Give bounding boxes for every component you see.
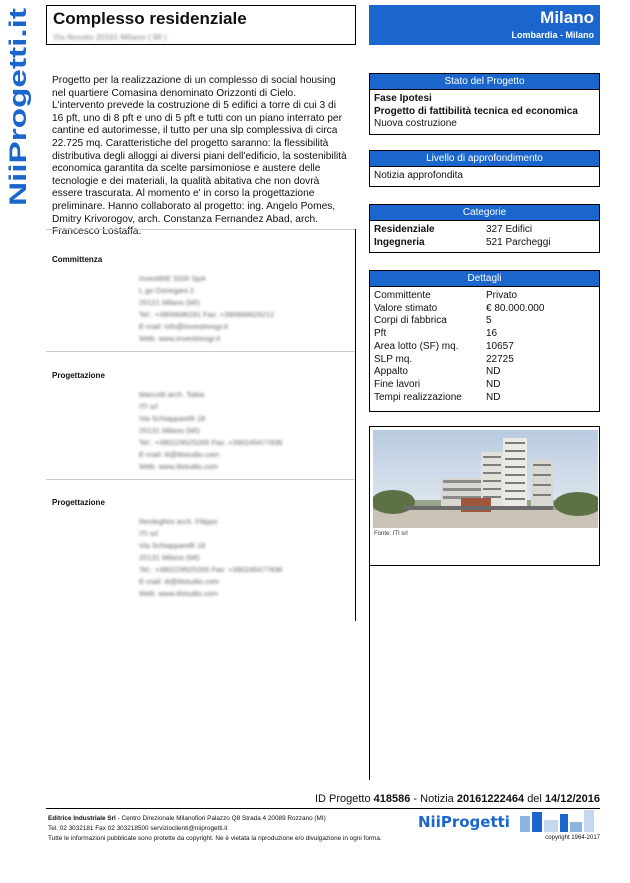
panel-body bbox=[370, 167, 599, 186]
detail-row bbox=[374, 328, 595, 341]
contact-line: L.go Donegani 2 bbox=[139, 286, 195, 295]
company-name: Editrice Industriale Srl bbox=[48, 815, 116, 822]
panel-heading: Dettagli bbox=[370, 271, 599, 287]
detail-row bbox=[374, 341, 595, 354]
project-description: Progetto per la realizzazione di un complesso di social housing nel quartiere Comasina denominato Orizzonti di Cielo. L'intervento prevede la costruzione di 5 edifici a torre di cui 3 di 16 pft, uno di 8 pft e uno di 5 pft e tutti con un piano interrato per cantine ed autorimesse, il tutto per una slp complessiva di circa 22.725 mq. Caratteristiche del progetto saranno: la flessibilità distributiva degli alloggi ai diversi piani dell'edificio, la sostenibilità economica garantita da scelte parsimoniose e austere delle tecnologie e dei materiali, la qualità abitativa che non dovrà essere trascurata. Al momento e' in corso la progettazione preliminare. Hanno collaborato al progetto: ing. Angelo Pomes, Dmitry Krivorogov, arch. Constanza Fernandez Abad, arch. Francesco Lostaffa. bbox=[52, 75, 347, 238]
section-divider bbox=[46, 479, 355, 480]
panel-body bbox=[370, 221, 599, 252]
footer-contacts: Tel. 02 3032181 Fax 02 303218500 servizioclienti@niiprogetti.it bbox=[48, 825, 228, 832]
project-id-line bbox=[315, 793, 600, 805]
detail-row bbox=[374, 290, 595, 303]
contact-line: Via Schiapparelli 18 bbox=[139, 414, 206, 423]
project-title-box bbox=[46, 5, 356, 45]
notizia-id: 20161222464 bbox=[456, 793, 525, 805]
category-name: Ingegneria bbox=[374, 236, 425, 248]
column-border bbox=[369, 566, 370, 780]
project-photo-box bbox=[369, 426, 600, 566]
contact-line: E-mail: info@investiresgr.it bbox=[139, 322, 228, 331]
detail-level-panel bbox=[369, 150, 600, 187]
contact-progettazione-2 bbox=[52, 498, 352, 600]
footer-info bbox=[48, 814, 382, 844]
contact-line: Web: www.investiresgr.it bbox=[139, 334, 221, 343]
detail-key: Committente bbox=[374, 290, 431, 301]
company-address: - Centro Direzionale Milanofiori Palazzo Q8 Strada 4 20089 Rozzano (MI) bbox=[117, 815, 326, 822]
category-row bbox=[374, 237, 595, 250]
date-label: del bbox=[527, 793, 542, 805]
panel-body bbox=[370, 90, 599, 134]
notizia-date: 14/12/2016 bbox=[544, 793, 600, 805]
vertical-brand-logo bbox=[4, 6, 32, 206]
contact-line: E-mail: iti@itistudio.com bbox=[139, 450, 220, 459]
detail-key: Valore stimato bbox=[374, 302, 438, 314]
project-rendering-image bbox=[373, 430, 598, 528]
detail-row bbox=[374, 392, 595, 405]
panel-heading: Categorie bbox=[370, 205, 599, 221]
detail-value: ND bbox=[486, 391, 501, 403]
category-name: Residenziale bbox=[374, 224, 435, 235]
contact-line: Web: www.itistudio.com bbox=[139, 589, 219, 598]
detail-level-value: Notizia approfondita bbox=[374, 170, 463, 181]
project-id: 418586 bbox=[373, 793, 411, 805]
column-border bbox=[355, 229, 356, 621]
project-type: Nuova costruzione bbox=[374, 118, 457, 130]
building-logo-icon bbox=[520, 810, 600, 832]
contact-line: Tel.: +390229525265 Fax: +390245477836 bbox=[139, 565, 283, 574]
project-address: Via Novate 20161 Milano ( MI ) bbox=[53, 33, 167, 42]
section-divider bbox=[46, 351, 355, 352]
copyright-text: copyright 1964-2017 bbox=[545, 835, 600, 841]
contact-line: ITI srl bbox=[139, 402, 158, 411]
location-box bbox=[369, 5, 600, 45]
footer-legal: Tutte le informazioni pubblicate sono protette da copyright. Ne è vietata la riproduzione e/o divulgazione in ogni forma. bbox=[48, 835, 382, 842]
detail-key: Area lotto (SF) mq. bbox=[374, 340, 459, 352]
photo-caption: Fonte: ITI srl bbox=[374, 531, 408, 537]
detail-key: Corpi di fabbrica bbox=[374, 315, 447, 327]
contact-details bbox=[139, 389, 352, 473]
detail-row bbox=[374, 366, 595, 379]
detail-value: ND bbox=[486, 378, 501, 390]
detail-key: Pft bbox=[374, 328, 387, 340]
contact-line: Tel.: +390229525265 Fax: +390245477836 bbox=[139, 438, 283, 447]
city-name: Milano bbox=[540, 8, 594, 27]
project-phase: Fase Ipotesi bbox=[374, 93, 432, 104]
contact-committenza bbox=[52, 255, 352, 345]
project-title: Complesso residenziale bbox=[53, 9, 247, 28]
footer-company-line bbox=[48, 814, 382, 824]
contact-line: Via Schiapparelli 18 bbox=[139, 541, 206, 550]
detail-value: ND bbox=[486, 366, 501, 378]
detail-key: Fine lavori bbox=[374, 378, 421, 390]
detail-row bbox=[374, 354, 595, 367]
panel-heading: Livello di approfondimento bbox=[370, 151, 599, 167]
contact-line: 20121 Milano (MI) bbox=[139, 298, 200, 307]
contact-line: Marcotti arch. Tobia bbox=[139, 390, 205, 399]
detail-key: Tempi realizzazione bbox=[374, 391, 462, 403]
detail-value: 10657 bbox=[486, 340, 514, 352]
notizia-label: - Notizia bbox=[413, 793, 454, 805]
detail-value: € 80.000.000 bbox=[486, 302, 545, 314]
detail-value: 16 bbox=[486, 328, 498, 340]
contact-line: Tel.: +3906696291 Fax: +390669629212 bbox=[139, 310, 275, 319]
footer-divider bbox=[46, 808, 600, 809]
contact-progettazione-1 bbox=[52, 371, 352, 473]
vertical-logo-text: NiiProgetti.it bbox=[5, 63, 32, 206]
contact-details bbox=[139, 516, 352, 600]
footer-logo-text: NiiProgetti bbox=[418, 813, 510, 831]
detail-key: Appalto bbox=[374, 366, 408, 378]
contact-line: Resteghini arch. Filippo bbox=[139, 517, 218, 526]
panel-heading: Stato del Progetto bbox=[370, 74, 599, 90]
contact-details bbox=[139, 273, 352, 345]
detail-value: 22725 bbox=[486, 353, 514, 365]
contact-line: E-mail: iti@itistudio.com bbox=[139, 577, 220, 586]
detail-row bbox=[374, 379, 595, 392]
category-value: 521 Parcheggi bbox=[486, 236, 551, 248]
project-status-panel bbox=[369, 73, 600, 135]
contact-line: 20131 Milano (MI) bbox=[139, 553, 200, 562]
region-name: Lombardia - Milano bbox=[511, 30, 594, 40]
contact-line: ITI srl bbox=[139, 529, 158, 538]
category-row bbox=[374, 224, 595, 237]
contact-line: InvestiRE SGR SpA bbox=[139, 274, 206, 283]
id-label: ID Progetto bbox=[314, 793, 371, 805]
detail-value: Privato bbox=[486, 290, 518, 301]
contact-heading: Progettazione bbox=[52, 371, 105, 380]
detail-row bbox=[374, 315, 595, 328]
detail-key: SLP mq. bbox=[374, 353, 413, 365]
project-level: Progetto di fattibilità tecnica ed economica bbox=[374, 105, 578, 117]
detail-value: 5 bbox=[486, 315, 492, 327]
contact-heading: Progettazione bbox=[52, 498, 105, 507]
detail-row bbox=[374, 303, 595, 316]
contact-line: Web: www.itistudio.com bbox=[139, 462, 219, 471]
categories-panel bbox=[369, 204, 600, 253]
section-divider bbox=[46, 229, 355, 230]
contact-heading: Committenza bbox=[52, 255, 103, 264]
panel-body bbox=[370, 287, 599, 407]
category-value: 327 Edifici bbox=[486, 224, 533, 235]
details-panel bbox=[369, 270, 600, 412]
contact-line: 20131 Milano (MI) bbox=[139, 426, 200, 435]
